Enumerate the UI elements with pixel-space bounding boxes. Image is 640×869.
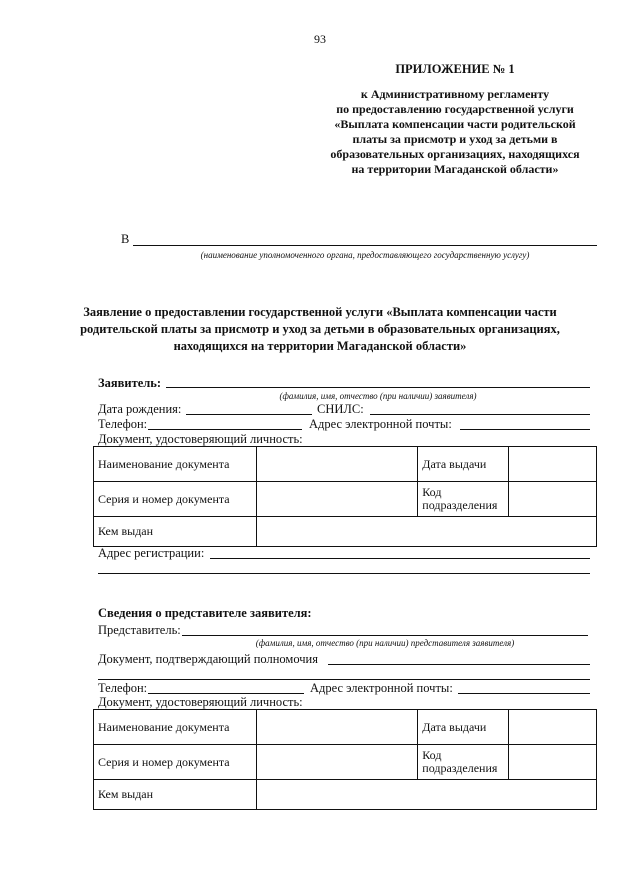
issue-date-label: Дата выдачи — [418, 447, 509, 482]
division-code-cell[interactable] — [509, 482, 597, 517]
phone-field[interactable] — [148, 429, 302, 430]
email-field[interactable] — [460, 429, 590, 430]
rep-email-field[interactable] — [458, 693, 590, 694]
applicant-label: Заявитель: — [98, 376, 162, 390]
representative-label: Представитель: — [98, 623, 181, 637]
addressee-caption: (наименование уполномоченного органа, предоставляющего государственную услугу) — [200, 250, 530, 260]
issued-by-cell[interactable] — [256, 517, 596, 547]
issue-date-cell[interactable] — [509, 447, 597, 482]
series-number-cell[interactable] — [256, 482, 418, 517]
issued-by-label: Кем выдан — [94, 780, 257, 810]
representative-name-field[interactable] — [182, 635, 588, 636]
authority-doc-field[interactable] — [328, 664, 590, 665]
snils-field[interactable] — [370, 414, 590, 415]
issued-by-cell[interactable] — [256, 780, 596, 810]
appendix-title: ПРИЛОЖЕНИЕ № 1 — [395, 62, 515, 76]
application-heading — [60, 304, 580, 355]
heading-line: находящихся на территории Магаданской области» — [173, 339, 467, 353]
representative-id-table — [93, 709, 597, 810]
snils-label: СНИЛС: — [317, 402, 364, 416]
appendix-line: к Административному регламенту — [360, 87, 550, 101]
appendix-header — [320, 62, 590, 177]
reg-address-label: Адрес регистрации: — [98, 546, 205, 560]
appendix-line: по предоставлению государственной услуги — [336, 102, 574, 116]
birth-date-field[interactable] — [186, 414, 312, 415]
division-code-cell[interactable] — [509, 745, 597, 780]
rep-email-label: Адрес электронной почты: — [310, 681, 453, 695]
division-code-label — [418, 745, 509, 780]
reg-address-field-2[interactable] — [98, 573, 590, 574]
series-number-cell[interactable] — [256, 745, 418, 780]
authority-doc-field-2[interactable] — [98, 679, 590, 680]
heading-line: родительской платы за присмотр и уход за детьми в образовательных организациях, — [80, 322, 560, 336]
series-number-label: Серия и номер документа — [94, 745, 257, 780]
rep-phone-field[interactable] — [148, 693, 304, 694]
issued-by-label: Кем выдан — [94, 517, 257, 547]
rep-id-doc-label: Документ, удостоверяющий личность: — [98, 695, 303, 709]
rep-phone-label: Телефон: — [98, 681, 148, 695]
birth-date-label: Дата рождения: — [98, 402, 182, 416]
appendix-line: «Выплата компенсации части родительской — [334, 117, 576, 131]
doc-name-cell[interactable] — [256, 447, 418, 482]
appendix-line: на территории Магаданской области» — [351, 162, 559, 176]
doc-name-label: Наименование документа — [94, 447, 257, 482]
addressee-prefix: В — [121, 232, 130, 246]
reg-address-field[interactable] — [210, 558, 590, 559]
issue-date-cell[interactable] — [509, 710, 597, 745]
heading-line: Заявление о предоставлении государственной услуги «Выплата компенсации части — [83, 305, 557, 319]
id-doc-label: Документ, удостоверяющий личность: — [98, 432, 303, 446]
division-code-line: подразделения — [422, 761, 498, 775]
applicant-caption: (фамилия, имя, отчество (при наличии) заявителя) — [279, 391, 477, 401]
page-number: 93 — [314, 32, 326, 46]
applicant-name-field[interactable] — [166, 387, 590, 388]
email-label: Адрес электронной почты: — [309, 417, 452, 431]
applicant-id-table — [93, 446, 597, 547]
representative-section-title: Сведения о представителе заявителя: — [98, 606, 312, 620]
phone-label: Телефон: — [98, 417, 148, 431]
series-number-label: Серия и номер документа — [94, 482, 257, 517]
appendix-line: образовательных организациях, находящихся — [330, 147, 580, 161]
authority-doc-label: Документ, подтверждающий полномочия — [98, 652, 318, 666]
doc-name-label: Наименование документа — [94, 710, 257, 745]
doc-name-cell[interactable] — [256, 710, 418, 745]
appendix-line: платы за присмотр и уход за детьми в — [352, 132, 558, 146]
division-code-line: Код — [422, 748, 442, 762]
representative-caption: (фамилия, имя, отчество (при наличии) представителя заявителя) — [255, 638, 515, 648]
issue-date-label: Дата выдачи — [418, 710, 509, 745]
division-code-line: Код — [422, 485, 442, 499]
division-code-label — [418, 482, 509, 517]
addressee-field[interactable] — [133, 245, 597, 246]
division-code-line: подразделения — [422, 498, 498, 512]
